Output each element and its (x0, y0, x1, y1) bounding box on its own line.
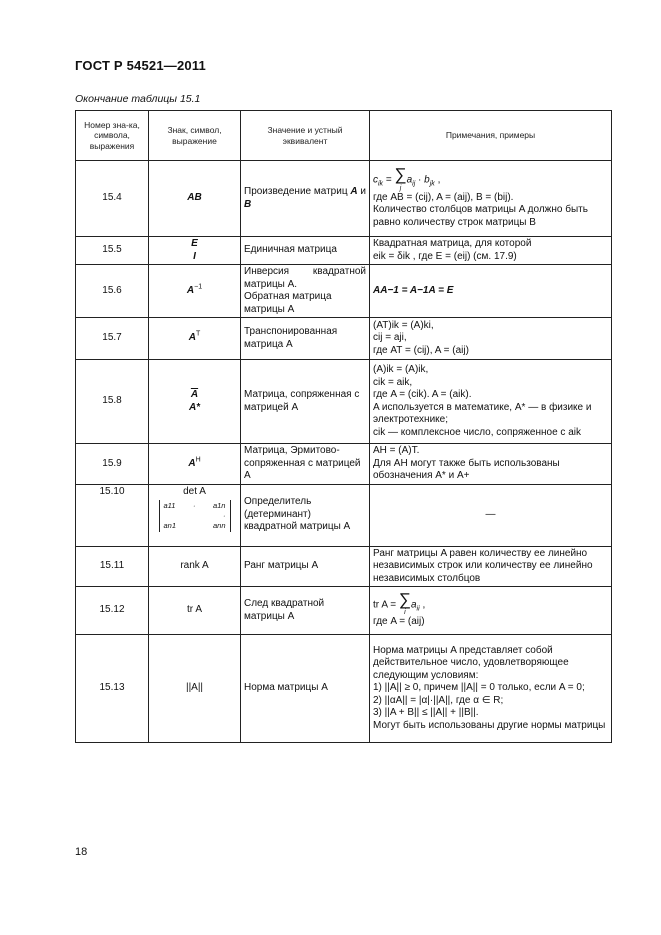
table-row (76, 484, 612, 546)
row-notes (370, 360, 612, 444)
table-row (76, 444, 612, 485)
document-header: ГОСТ Р 54521—2011 (75, 58, 206, 73)
table-row (76, 587, 612, 635)
row-symbol: $A^H$ (149, 444, 241, 485)
row-meaning: Единичная матрица (241, 237, 370, 265)
note-line: (A)ik = (A)ik, (373, 364, 429, 375)
table-row (76, 635, 612, 743)
note-line: Норма матрицы A представляет собой действительное число, удовлетворяющее следующим условиям: (373, 644, 569, 681)
row-symbol: ||A|| (149, 635, 241, 743)
note-line: A используется в математике, A* — в физике и электротехнике; (373, 401, 592, 425)
trace-formula: tr A = ∑ i $a_{ii}$ , (373, 589, 426, 616)
row-notes (370, 237, 612, 265)
row-meaning: Норма матрицы A (241, 635, 370, 743)
row-notes (370, 635, 612, 743)
note-line: cik = aik, (373, 376, 413, 388)
row-number: 15.11 (76, 546, 149, 587)
sum-icon: ∑ j (394, 165, 407, 192)
table-row (76, 318, 612, 360)
row-meaning: Матрица, сопряженная с матрицей A (241, 360, 370, 444)
note-line: (AT)ik = (A)ki, (373, 319, 434, 331)
determinant-matrix: a11 · a1n · an1 ann (159, 500, 231, 532)
table-row (76, 546, 612, 587)
row-symbol: $\overline{A}$ A* (149, 360, 241, 444)
note-line: 2) ||αA|| = |α|·||A||, где α ∈ R; (373, 694, 504, 706)
note-line: где AB = (cij), A = (aij), B = (bij). (373, 191, 514, 203)
table-row (76, 161, 612, 237)
table-row (76, 265, 612, 318)
row-meaning: Ранг матрицы A (241, 546, 370, 587)
symbols-table (75, 110, 612, 743)
row-number: 15.8 (76, 360, 149, 444)
row-meaning: Определитель (детерминант) квадратной матрицы A (241, 484, 370, 546)
row-notes: AA−1 = A−1A = E (370, 265, 612, 318)
row-symbol: $A^T$ (149, 318, 241, 360)
row-symbol: tr A (149, 587, 241, 635)
row-meaning: Транспонированная матрица A (241, 318, 370, 360)
note-line: где A = (cik). A = (aik). (373, 389, 472, 400)
product-formula: $c_{ik}$ = ∑ j $a_{ij} \cdot b_{jk}$ , (373, 165, 441, 192)
note-line: Могут быть использованы другие нормы матрицы (373, 719, 606, 731)
note-line: Квадратная матрица, для которой (373, 238, 532, 249)
page-number: 18 (75, 846, 88, 858)
row-number: 15.13 (76, 635, 149, 743)
row-meaning: Произведение матриц A и B (241, 161, 370, 237)
row-symbol: rank A (149, 546, 241, 587)
row-notes (370, 161, 612, 237)
table-row (76, 360, 612, 444)
note-line: Для AH могут также быть использованы обозначения A* и A+ (373, 457, 560, 481)
row-notes (370, 587, 612, 635)
row-number: 15.4 (76, 161, 149, 237)
note-line: Количество столбцов матрицы A должно быть равно количеству строк матрицы B (373, 204, 588, 228)
col-number-header: Номер зна-ка, символа, выражения (76, 111, 149, 161)
row-symbol: $A^{-1}$ (149, 265, 241, 318)
row-meaning: След квадратной матрицы A (241, 587, 370, 635)
table-header-row (76, 111, 612, 161)
row-number: 15.5 (76, 237, 149, 265)
col-notes-header: Примечания, примеры (370, 111, 612, 161)
col-symbol-header: Знак, символ, выражение (149, 111, 241, 161)
note-line: eik = δik , где E = (eij) (см. 17.9) (373, 250, 517, 262)
note-line: cij = aji, (373, 332, 407, 344)
table-caption: Окончание таблицы 15.1 (75, 93, 201, 105)
note-line: где AT = (cij), A = (aij) (373, 344, 469, 356)
table-row (76, 237, 612, 265)
sum-icon: ∑ i (398, 589, 411, 616)
row-notes: Ранг матрицы A равен количеству ее линейно независимых строк или количеству ее линейно независимых столбцов (370, 546, 612, 587)
row-notes: — (370, 484, 612, 546)
row-symbol: AB (149, 161, 241, 237)
row-notes (370, 318, 612, 360)
row-number: 15.12 (76, 587, 149, 635)
note-line: 1) ||A|| ≥ 0, причем ||A|| = 0 только, если A = 0; (373, 682, 585, 694)
row-meaning: Инверсия квадратной матрицы A. Обратная матрица матрицы A (241, 265, 370, 318)
row-number: 15.6 (76, 265, 149, 318)
note-line: 3) ||A + B|| ≤ ||A|| + ||B||. (373, 707, 479, 719)
row-notes (370, 444, 612, 485)
col-meaning-header: Значение и устный эквивалент (241, 111, 370, 161)
row-symbol: E I (149, 237, 241, 265)
row-meaning: Матрица, Эрмитово-сопряженная с матрицей A (241, 444, 370, 485)
row-number: 15.7 (76, 318, 149, 360)
note-line: AH = (A)T. (373, 445, 420, 456)
row-number: 15.10 (76, 484, 149, 546)
row-number: 15.9 (76, 444, 149, 485)
row-symbol: det A a11 · a1n · an1 ann (149, 484, 241, 546)
note-line: где A = (aij) (373, 616, 425, 627)
note-line: cik — комплексное число, сопряженное с aik (373, 426, 581, 438)
